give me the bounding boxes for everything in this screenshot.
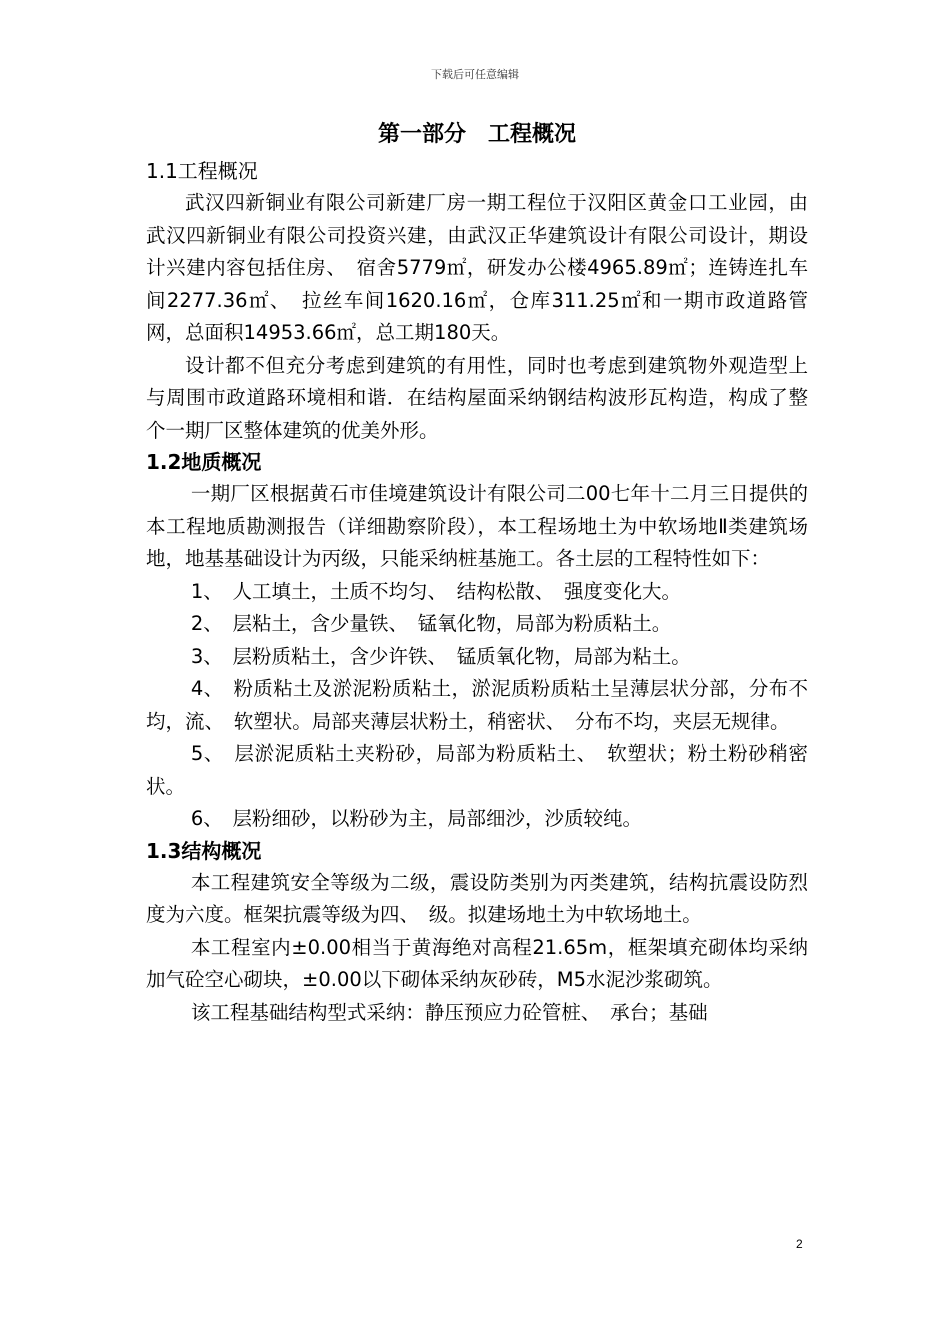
list-item-soil-layer-5: 5、 层淤泥质粘土夹粉砂，局部为粉质粘土、 软塑状；粉土粉砂稍密状。: [146, 742, 808, 798]
list-item-soil-layer-4: 4、 粉质粘土及淤泥粉质粘土，淤泥质粉质粘土呈薄层状分部，分布不均，流、 软塑状。局部夹薄层状粉土，稍密状、 分布不均，夹层无规律。: [146, 677, 808, 733]
paragraph-structure-elevation: 本工程室内±0.00相当于黄海绝对高程21.65m，框架填充砌体均采纳加气砼空心砌块，±0.00以下砌体采纳灰砂砖，M5水泥沙浆砌筑。: [146, 935, 808, 991]
document-body: [146, 118, 808, 1029]
list-item-soil-layer-2: 2、 层粘土，含少量铁、 锰氧化物，局部为粉质粘土。: [190, 612, 672, 635]
paragraph-design-overview: 设计都不但充分考虑到建筑的有用性，同时也考虑到建筑物外观造型上与周围市政道路环境相和谐．在结构屋面采纳钢结构波形瓦构造，构成了整个一期厂区整体建筑的优美外形。: [146, 353, 808, 442]
page-header-note: 下载后可任意编辑: [431, 68, 519, 81]
list-item-soil-layer-6: 6、 层粉细砂，以粉砂为主，局部细沙，沙质较纯。: [190, 807, 643, 830]
list-item-soil-layer-1: 1、 人工填土，土质不均匀、 结构松散、 强度变化大。: [190, 579, 682, 603]
paragraph-structure-safety: 本工程建筑安全等级为二级，震设防类别为丙类建筑，结构抗震设防烈度为六度。框架抗震等级为四、 级。拟建场地土为中软场地土。: [146, 870, 808, 926]
list-item-soil-layer-3: 3、 层粉质粘土，含少许铁、 锰质氧化物，局部为粘土。: [190, 644, 691, 668]
paragraph-geology-intro: 一期厂区根据黄石市佳境建筑设计有限公司二00七年十二月三日提供的本工程地质勘测报告（详细勘察阶段），本工程场地土为中软场地Ⅱ类建筑场地，地基基础设计为丙级，只能采纳桩基施工。各土层的工程特性如下：: [146, 482, 808, 570]
paragraph-project-overview: 武汉四新铜业有限公司新建厂房一期工程位于汉阳区黄金口工业园，由武汉四新铜业有限公司投资兴建，由武汉正华建筑设计有限公司设计，期设计兴建内容包括住房、 宿舍5779㎡，研发办公楼4965.89㎡；连铸连扎车间2277.36㎡、 拉丝车间1620.16㎡，仓库311.25㎡和一期市政道路管网，总面积14953.66㎡，总工期180天。: [146, 191, 808, 344]
page-number: 2: [796, 1237, 803, 1251]
document-title: 第一部分 工程概况: [377, 122, 576, 147]
section-heading-1-1: 1.1工程概况: [146, 159, 258, 183]
paragraph-structure-foundation: 该工程基础结构型式采纳：静压预应力砼管桩、 承台；基础: [190, 1000, 708, 1024]
section-heading-1-3: 1.3结构概况: [146, 838, 262, 863]
section-heading-1-2: 1.2地质概况: [146, 450, 262, 474]
